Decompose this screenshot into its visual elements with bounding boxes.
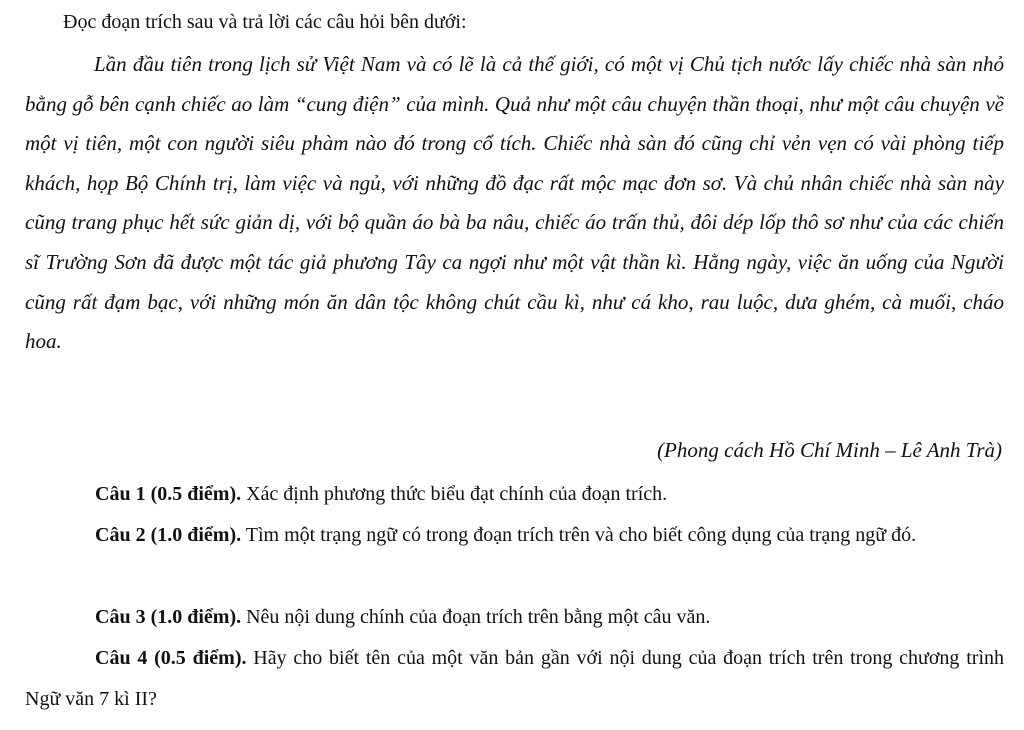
passage-text: Lần đầu tiên trong lịch sử Việt Nam và có lẽ là cả thế giới, có một vị Chủ tịch nước lấy chiếc nhà sàn nhỏ bằng gỗ bên cạnh chiếc ao làm “cung điện” của mình. Quả như một câu chuyện thần thoại, như một câu chuyện về một vị tiên, một con người siêu phàm nào đó trong cổ tích. Chiếc nhà sàn đó cũng chỉ vẻn vẹn có vài phòng tiếp khách, họp Bộ Chính trị, làm việc và ngủ, với những đồ đạc rất mộc mạc đơn sơ. Và chủ nhân chiếc nhà sàn này cũng trang phục hết sức giản dị, với bộ quần áo bà ba nâu, chiếc áo trấn thủ, đôi dép lốp thô sơ như của các chiến sĩ Trường Sơn đã được một tác giả phương Tây ca ngợi như một vật thần kì. Hằng ngày, việc ăn uống của Người cũng rất đạm bạc, với những món ăn dân tộc không chút cầu kì, như cá kho, rau luộc, dưa ghém, cà muối, cháo hoa. (25, 52, 1004, 354)
passage-source: (Phong cách Hồ Chí Minh – Lê Anh Trà) (657, 438, 1002, 462)
question-1 (25, 474, 1004, 515)
question-2 (25, 515, 1004, 597)
question-1-label: Câu 1 (0.5 điểm). (95, 483, 242, 505)
question-4 (25, 638, 1004, 720)
question-3-label: Câu 3 (1.0 điểm). (95, 606, 242, 628)
question-2-text: Tìm một trạng ngữ có trong đoạn trích trên và cho biết công dụng của trạng ngữ đó. (241, 524, 917, 546)
question-4-text: Hãy cho biết tên của một văn bản gần với nội dung của đoạn trích trên trong chương trình Ngữ văn 7 kì II? (25, 647, 1004, 710)
question-list (25, 474, 1004, 720)
question-4-label: Câu 4 (0.5 điểm). (95, 647, 247, 669)
instruction-text: Đọc đoạn trích sau và trả lời các câu hỏi bên dưới: (63, 11, 467, 33)
question-3 (25, 597, 1004, 638)
question-3-text: Nêu nội dung chính của đoạn trích trên bằng một câu văn. (241, 606, 711, 628)
question-2-label: Câu 2 (1.0 điểm). (95, 524, 242, 546)
question-1-text: Xác định phương thức biểu đạt chính của đoạn trích. (241, 483, 668, 505)
